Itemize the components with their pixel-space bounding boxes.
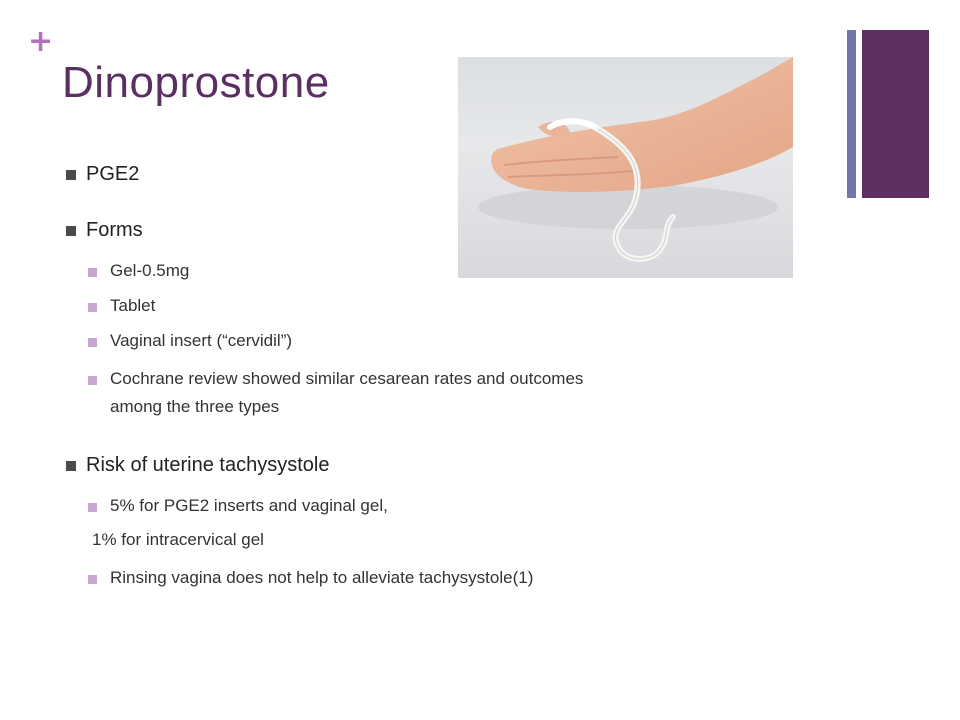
bullet-text: PGE2 xyxy=(86,163,140,185)
sub-bullet-marker xyxy=(88,303,97,312)
bullet-text: Forms xyxy=(86,219,143,241)
sub-bullet-text: Gel-0.5mg xyxy=(110,261,190,280)
sub-bullet-text: 5% for PGE2 inserts and vaginal gel, xyxy=(110,496,388,515)
sub-bullet-continuation: among the three types xyxy=(110,397,280,416)
slide-title: Dinoprostone xyxy=(62,58,330,107)
sub-bullet-marker xyxy=(88,338,97,347)
sub-bullet-marker xyxy=(88,268,97,277)
hand-holding-insert-icon xyxy=(458,57,793,278)
plus-icon: + xyxy=(28,24,54,59)
sub-bullet-marker xyxy=(88,575,97,584)
bullet-text: Risk of uterine tachysystole xyxy=(86,454,330,476)
sub-bullet-text: Cochrane review showed similar cesarean rates and outcomes xyxy=(110,369,584,388)
sub-bullet-text: Rinsing vagina does not help to alleviate tachysystole(1) xyxy=(110,568,534,587)
sub-bullet-text: Tablet xyxy=(110,296,156,315)
bullet-marker xyxy=(66,170,76,180)
sub-bullet-continuation: 1% for intracervical gel xyxy=(92,530,264,549)
sub-bullet-marker xyxy=(88,503,97,512)
accent-bar-thin xyxy=(847,30,856,198)
hand-insert-photo xyxy=(458,57,793,278)
bullet-marker xyxy=(66,461,76,471)
sub-bullet-marker xyxy=(88,376,97,385)
bullet-marker xyxy=(66,226,76,236)
accent-bar-thick xyxy=(862,30,929,198)
sub-bullet-text: Vaginal insert (“cervidil”) xyxy=(110,331,293,350)
